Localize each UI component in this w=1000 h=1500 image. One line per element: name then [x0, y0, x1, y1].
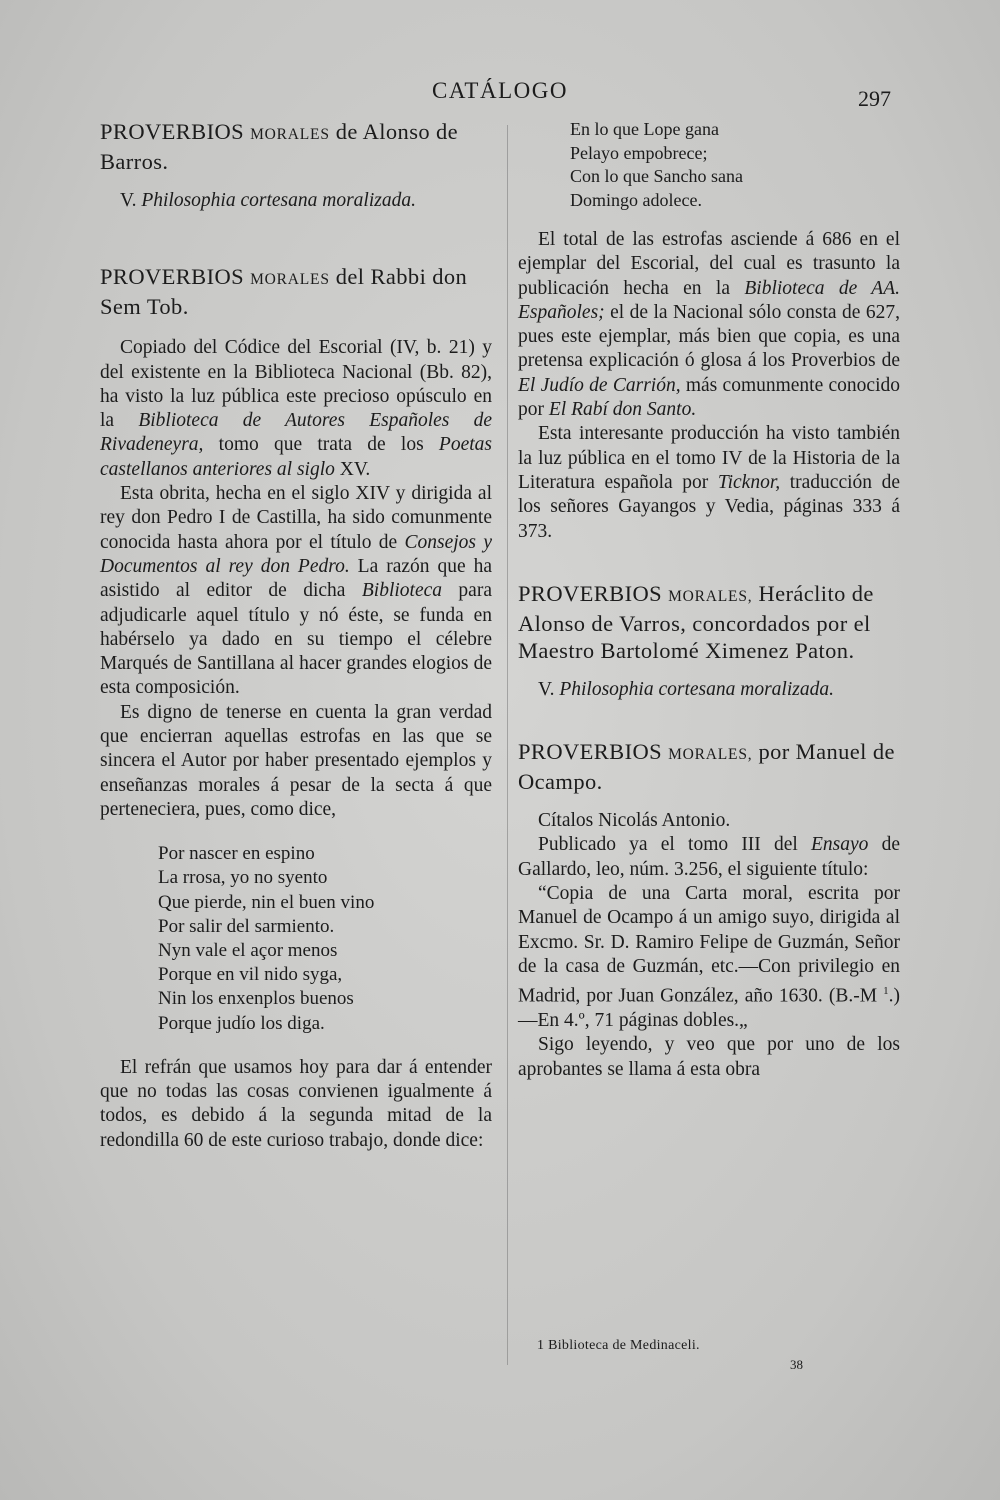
text-run: Esta interesante producción ha visto también la luz pública en el tomo IV de la Historia de la Literatura española por — [518, 423, 900, 493]
entry-keyword: PROVERBIOS — [100, 264, 245, 290]
entry-keyword-smallcaps: MORALES — [250, 126, 330, 143]
entry-title: de Alonso de Barros. — [100, 119, 459, 174]
text-run: más comunmente conocido por — [518, 374, 900, 421]
see-prefix: V. — [538, 678, 560, 700]
entry-keyword: PROVERBIOS — [518, 739, 663, 765]
paragraph — [518, 882, 900, 1033]
left-column — [100, 118, 492, 1153]
verse-line: Por nascer en espino — [158, 843, 315, 865]
italic-run: Ticknor, — [717, 471, 781, 493]
text-run: traducción de los señores Gayangos y Vedia, páginas 333 á 373. — [518, 471, 900, 542]
footnote-marker: 1 — [883, 985, 889, 998]
entry-heading — [100, 118, 492, 175]
verse-line: Porque judío los diga. — [158, 1012, 325, 1034]
italic-run: Poetas castellanos anteriores al siglo — [100, 434, 492, 480]
text-run: “Copia de una Carta moral, escrita por Manuel de Ocampo á un amigo suyo, dirigida al Excmo. Sr. D. Ramiro Felipe de Guzmán, Señor de la casa de Guzmán, etc.—Con privilegio en Madrid, por Juan González, año 1630. (B.-M — [518, 883, 900, 1007]
entry-keyword-smallcaps: MORALES, — [668, 746, 753, 764]
paragraph: Sigo leyendo, y veo que por uno de los aprobantes se llama á esta obra — [518, 1034, 900, 1080]
verse-line: Que pierde, nin el buen vino — [158, 891, 375, 913]
paragraph — [518, 228, 900, 422]
paragraph: Es digno de tenerse en cuenta la gran verdad que encierran aquellas estrofas en las que se sincera el Autor por haber presentado ejemplos y enseñanzas morales á pesar de la secta á que perteneciera, pues, como dice, — [100, 701, 492, 820]
italic-run: Biblioteca de AA. Españoles; — [518, 277, 900, 323]
paragraph — [100, 482, 492, 701]
page-number: 297 — [858, 86, 891, 111]
italic-run: Consejos y Documentos al rey don Pedro. — [100, 531, 492, 577]
italic-run: Biblioteca de Autores Españoles de Rivadeneyra, — [100, 410, 493, 456]
paragraph: Cítalos Nicolás Antonio. — [538, 810, 731, 832]
text-run: Copiado del Códice del Escorial (IV, b. 21) y del existente en la Biblioteca Nacional (Bb. 82), ha visto la luz pública este precioso opúsculo en la — [100, 337, 492, 432]
running-title: CATÁLOGO — [432, 78, 568, 103]
paragraph — [518, 422, 900, 543]
paragraph: El refrán que usamos hoy para dar á entender que no todas las cosas convienen igualmente á todos, es debido á la segunda mitad de la redondilla 60 de este curioso trabajo, donde dice: — [100, 1056, 492, 1151]
see-target: Philosophia cortesana moralizada. — [559, 678, 834, 700]
text-run: La razón que ha asistido al editor de dicha — [100, 555, 492, 602]
verse-line: Porque en vil nido syga, — [158, 964, 343, 986]
paragraph — [100, 336, 492, 482]
text-run: Esta obrita, hecha en el siglo XIV y dirigida al rey don Pedro I de Castilla, ha sido comunmente conocida hasta ahora por el título de — [100, 483, 492, 553]
text-run: tomo que trata de los — [203, 434, 439, 456]
text-run: para adjudicarle aquel título y nó éste, se funda en habérselo ya dado en su tiempo el célebre Marqués de Santillana al hacer grandes elogios de esta composición. — [100, 580, 492, 699]
verse-line: Nin los enxenplos buenos — [158, 988, 354, 1010]
verse-line: Domingo adolece. — [570, 189, 702, 210]
text-run: El total de las estrofas asciende á 686 en el ejemplar del Escorial, del cual es trasunto la publicación hecha en la — [518, 229, 900, 299]
verse-block — [570, 118, 900, 212]
right-column — [518, 118, 900, 1082]
text-run: XV. — [334, 458, 371, 480]
entry-heading — [518, 580, 900, 664]
entry-keyword-smallcaps: MORALES — [250, 271, 330, 289]
italic-run: Biblioteca — [361, 580, 443, 602]
verse-line: La rrosa, yo no syento — [158, 867, 328, 889]
text-run: Publicado ya el tomo III del — [538, 834, 811, 856]
verse-line: En lo que Lope gana — [570, 119, 719, 139]
verse-line: Nyn vale el açor menos — [158, 940, 338, 962]
entry-keyword: PROVERBIOS — [518, 580, 663, 606]
verse-line: Pelayo empobrece; — [570, 142, 708, 163]
entry-heading — [518, 738, 900, 795]
entry-title: del Rabbi don Sem Tob. — [100, 264, 468, 320]
entry-heading — [100, 263, 492, 320]
entry-title: por Manuel de Ocampo. — [518, 739, 895, 795]
footnote: 1 Biblioteca de Medinaceli. — [537, 1338, 700, 1353]
text-run: de Gallardo, leo, núm. 3.256, el siguiente título: — [518, 834, 901, 880]
text-run: el de la Nacional sólo consta de 627, pues este ejemplar, más bien que copia, es una pretensa explicación ó glosa á los Proverbios de — [518, 301, 900, 372]
signature-mark: 38 — [790, 1357, 803, 1372]
italic-run: Ensayo — [811, 834, 869, 856]
cross-reference — [518, 678, 900, 702]
entry-keyword: PROVERBIOS — [100, 119, 245, 144]
text-run: .)—En 4.º, 71 páginas dobles.„ — [518, 985, 900, 1032]
entry-title: Heráclito de Alonso de Varros, concordados por el Maestro Bartolomé Ximenez Paton. — [518, 580, 874, 663]
paragraph — [518, 833, 900, 882]
entry-keyword-smallcaps: MORALES, — [668, 587, 753, 605]
column-divider — [507, 125, 508, 1365]
verse-line: Por salir del sarmiento. — [158, 915, 335, 937]
verse-block — [158, 842, 492, 1036]
see-target: Philosophia cortesana moralizada. — [141, 190, 416, 211]
italic-run: El Rabí don Santo. — [548, 399, 697, 421]
verse-line: Con lo que Sancho sana — [570, 166, 743, 186]
cross-reference — [100, 189, 492, 213]
see-prefix: V. — [120, 190, 142, 211]
italic-run: El Judío de Carrión, — [518, 374, 681, 396]
